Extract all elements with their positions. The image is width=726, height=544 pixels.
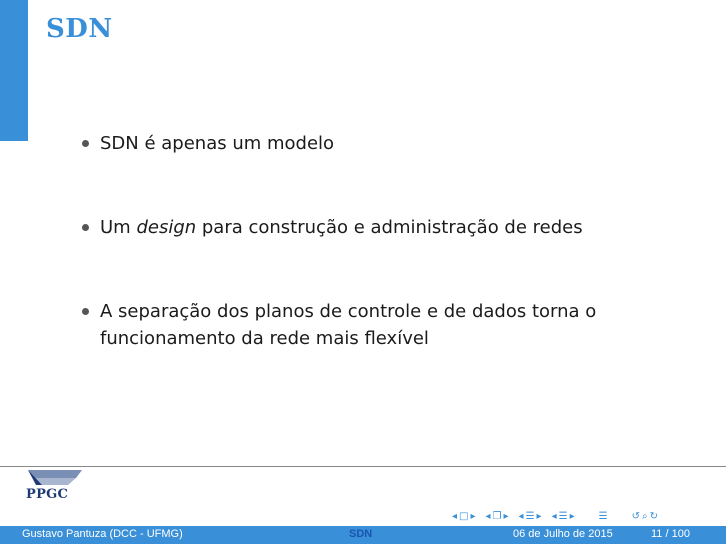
arrow-left-icon[interactable]: ◂ [551, 510, 557, 522]
bullet-dot-icon [82, 308, 89, 315]
bullet-item [80, 214, 640, 241]
subsection-icon[interactable]: ☰ [525, 510, 535, 522]
section-icon[interactable]: ☰ [558, 510, 568, 522]
bullet-text: SDN é apenas um modelo [100, 133, 335, 154]
beamer-navigation [452, 509, 664, 523]
sidebar-accent [0, 0, 28, 141]
bullet-dot-icon [82, 224, 89, 231]
arrow-right-icon[interactable]: ▸ [470, 510, 476, 522]
search-icon[interactable]: ⌕ [641, 510, 648, 522]
footer-short-title: SDN [349, 528, 373, 540]
bullet-item [80, 130, 640, 157]
arrow-left-icon[interactable]: ◂ [518, 510, 524, 522]
arrow-right-icon[interactable]: ▸ [569, 510, 575, 522]
arrow-left-icon[interactable]: ◂ [485, 510, 491, 522]
back-icon[interactable]: ↺ [631, 510, 640, 522]
bullet-text: A separação dos planos de controle e de dados torna o funcionamento da rede mais flexível [100, 301, 597, 349]
footer-divider [0, 466, 726, 467]
frame-title: SDN [46, 14, 113, 44]
forward-icon[interactable]: ↻ [649, 510, 658, 522]
bullet-dot-icon [82, 140, 89, 147]
bullet-text: para construção e administração de redes [196, 217, 583, 238]
footer-page-number: 11 / 100 [651, 528, 690, 540]
footer-bar [0, 526, 726, 544]
frame-icon[interactable]: ❐ [492, 510, 502, 522]
bullet-item [80, 298, 640, 352]
footer-author: Gustavo Pantuza (DCC - UFMG) [22, 528, 183, 540]
arrow-right-icon[interactable]: ▸ [536, 510, 542, 522]
frame-icon[interactable]: □ [459, 510, 469, 522]
bullet-text: Um [100, 217, 137, 238]
logo-text: PPGC [26, 487, 69, 502]
arrow-right-icon[interactable]: ▸ [503, 510, 509, 522]
bullet-emphasis: design [136, 217, 197, 238]
section-icon[interactable]: ☰ [598, 510, 608, 522]
footer-date: 06 de Julho de 2015 [513, 528, 613, 540]
arrow-left-icon[interactable]: ◂ [452, 510, 458, 522]
